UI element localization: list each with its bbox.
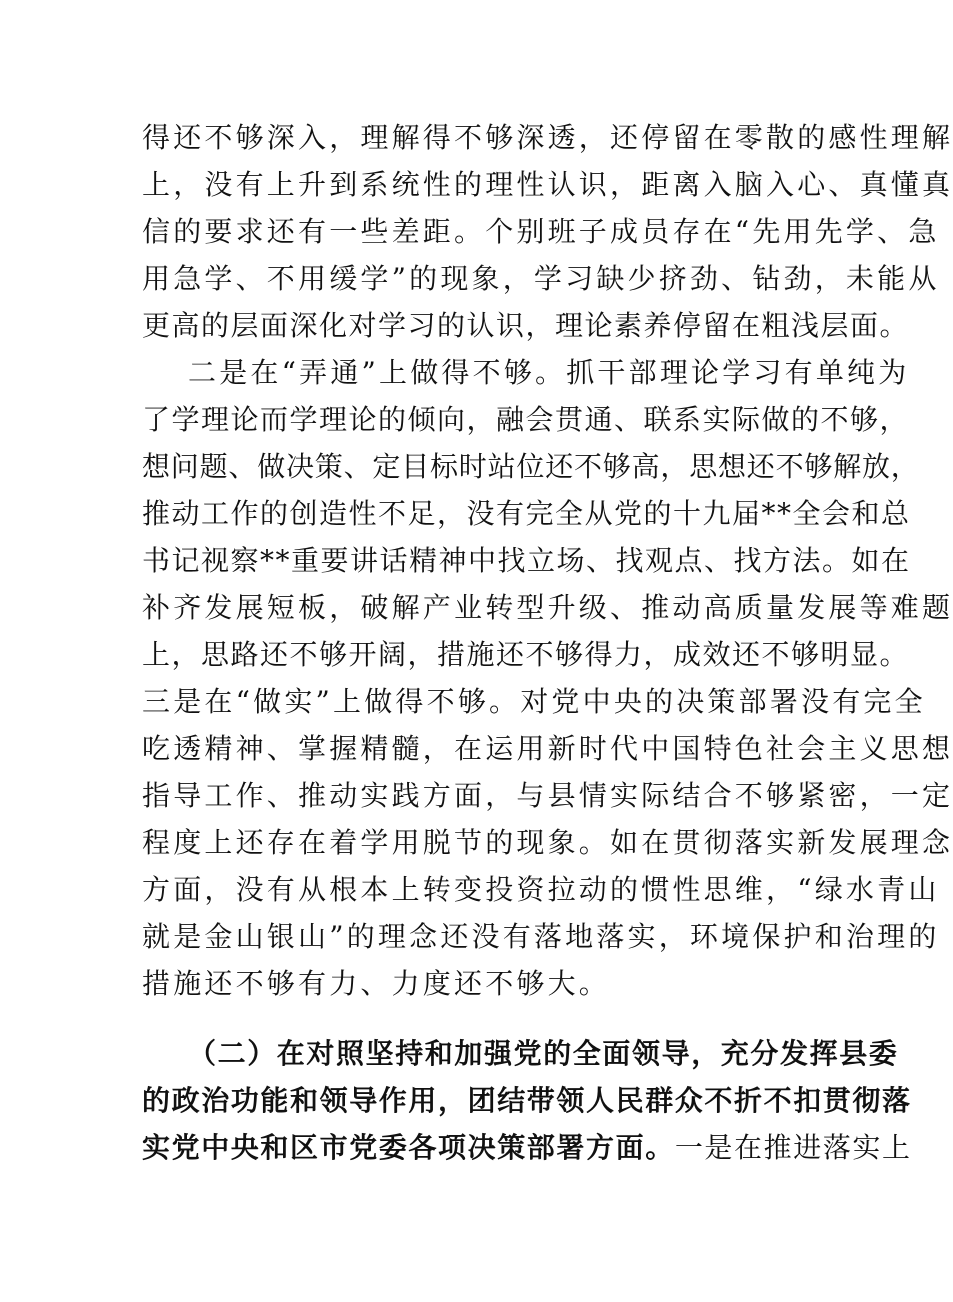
heading-line: 的政治功能和领导作用，团结带领人民群众不折不扣贯彻落	[142, 1084, 912, 1117]
text-line: 上，思路还不够开阔，措施还不够得力，成效还不够明显。	[142, 638, 910, 671]
text-line: 上，没有上升到系统性的理性认识，距离入脑入心、真懂真	[142, 168, 953, 201]
text-line: 方面，没有从根本上转变投资拉动的惯性思维，“绿水青山	[142, 873, 940, 906]
text-line: 更高的层面深化对学习的认识，理论素养停留在粗浅层面。	[142, 309, 910, 342]
heading-bold-run: 实党中央和区市党委各项决策部署方面。	[142, 1131, 675, 1164]
heading-line: （二）在对照坚持和加强党的全面领导，充分发挥县委	[188, 1037, 899, 1070]
text-line: 程度上还存在着学用脱节的现象。如在贯彻落实新发展理念	[142, 826, 953, 859]
text-line: 了学理论而学理论的倾向，融会贯通、联系实际做的不够，	[142, 403, 910, 436]
text-line: 得还不够深入，理解得不够深透，还停留在零散的感性理解	[142, 121, 953, 154]
text-line: 措施还不够有力、力度还不够大。	[142, 967, 611, 1000]
text-line: 补齐发展短板，破解产业转型升级、推动高质量发展等难题	[142, 591, 953, 624]
text-line: 吃透精神、掌握精髓，在运用新时代中国特色社会主义思想	[142, 732, 953, 765]
text-line: 书记视察**重要讲话精神中找立场、找观点、找方法。如在	[142, 544, 911, 577]
text-line: 指导工作、推动实践方面，与县情实际结合不够紧密，一定	[142, 779, 953, 812]
text-line: 三是在“做实”上做得不够。对党中央的决策部署没有完全	[142, 685, 926, 718]
heading-line	[142, 1124, 912, 1172]
text-line: 推动工作的创造性不足，没有完全从党的十九届**全会和总	[142, 497, 911, 530]
text-line: 用急学、不用缓学”的现象，学习缺少挤劲、钻劲，未能从	[142, 262, 940, 295]
text-line: 想问题、做决策、定目标时站位还不够高，思想还不够解放，	[142, 450, 920, 483]
text-line: 二是在“弄通”上做得不够。抓干部理论学习有单纯为	[188, 356, 910, 389]
text-line: 信的要求还有一些差距。个别班子成员存在“先用先学、急	[142, 215, 940, 248]
text-line: 就是金山银山”的理念还没有落地落实，环境保护和治理的	[142, 920, 940, 953]
heading-normal-run: 一是在推进落实上	[674, 1131, 912, 1164]
